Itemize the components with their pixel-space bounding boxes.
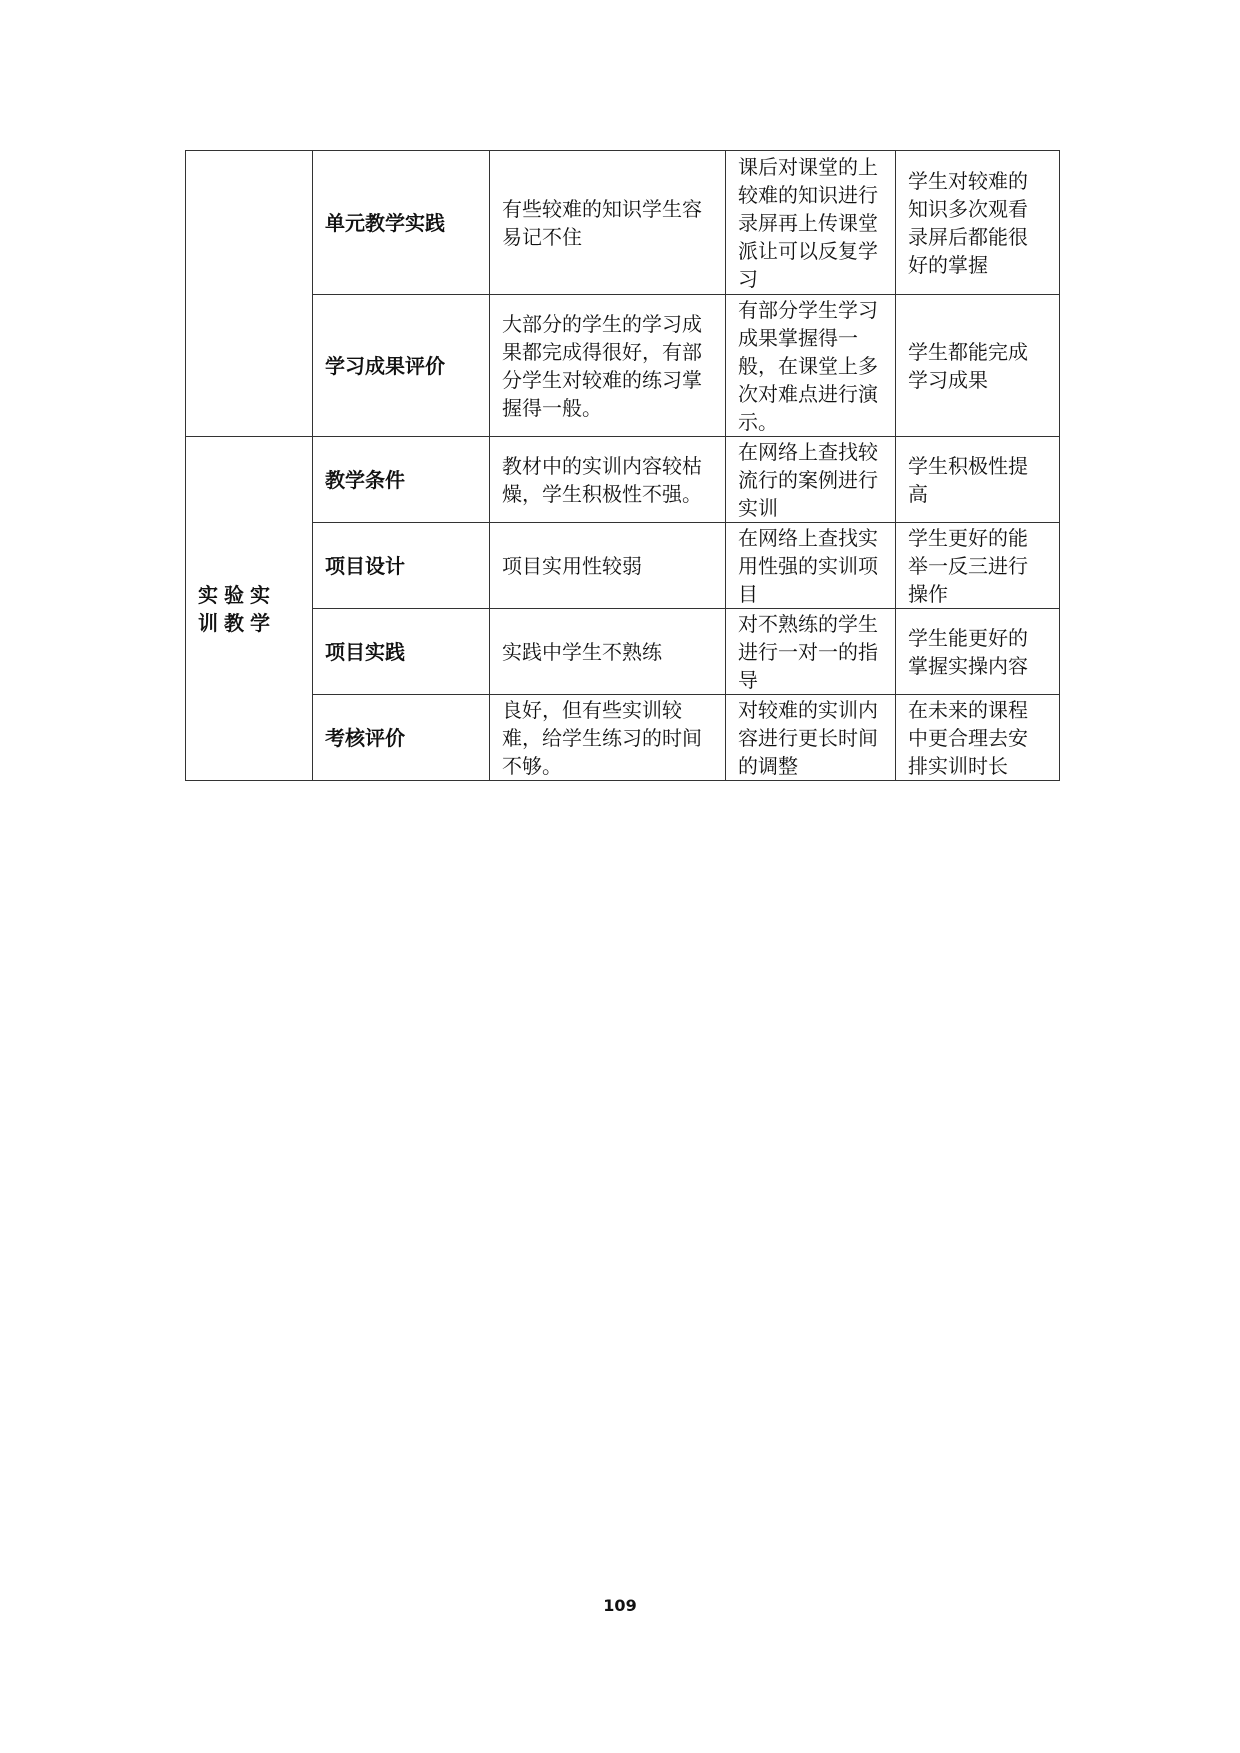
page-number: 109 (603, 1596, 637, 1615)
problem-cell: 实践中学生不熟练 (490, 609, 726, 695)
problem-cell: 教材中的实训内容较枯燥，学生积极性不强。 (490, 437, 726, 523)
problem-cell: 大部分的学生的学习成果都完成得很好，有部分学生对较难的练习掌握得一般。 (490, 295, 726, 437)
problem-cell: 项目实用性较弱 (490, 523, 726, 609)
teaching-reform-table (185, 150, 1060, 781)
measure-cell: 在网络上查找实用性强的实训项目 (726, 523, 896, 609)
effect-cell: 学生积极性提高 (896, 437, 1060, 523)
table-row (186, 295, 1060, 437)
problem-cell: 有些较难的知识学生容易记不住 (490, 151, 726, 295)
item-cell: 单元教学实践 (313, 151, 490, 295)
item-cell: 考核评价 (313, 695, 490, 781)
problem-cell: 良好，但有些实训较难，给学生练习的时间不够。 (490, 695, 726, 781)
measure-cell: 课后对课堂的上较难的知识进行录屏再上传课堂派让可以反复学习 (726, 151, 896, 295)
table-row (186, 609, 1060, 695)
table-row (186, 695, 1060, 781)
effect-cell: 学生对较难的知识多次观看录屏后都能很好的掌握 (896, 151, 1060, 295)
table-row (186, 437, 1060, 523)
category-cell: 实验实训教学 (186, 437, 313, 781)
effect-cell: 学生更好的能举一反三进行操作 (896, 523, 1060, 609)
measure-cell: 对不熟练的学生进行一对一的指导 (726, 609, 896, 695)
effect-cell: 学生能更好的掌握实操内容 (896, 609, 1060, 695)
measure-cell: 有部分学生学习成果掌握得一般，在课堂上多次对难点进行演示。 (726, 295, 896, 437)
category-cell-empty (186, 151, 313, 437)
item-cell: 教学条件 (313, 437, 490, 523)
item-cell: 学习成果评价 (313, 295, 490, 437)
effect-cell: 学生都能完成学习成果 (896, 295, 1060, 437)
measure-cell: 对较难的实训内容进行更长时间的调整 (726, 695, 896, 781)
table-row (186, 523, 1060, 609)
effect-cell: 在未来的课程中更合理去安排实训时长 (896, 695, 1060, 781)
table-row (186, 151, 1060, 295)
item-cell: 项目设计 (313, 523, 490, 609)
measure-cell: 在网络上查找较流行的案例进行实训 (726, 437, 896, 523)
item-cell: 项目实践 (313, 609, 490, 695)
